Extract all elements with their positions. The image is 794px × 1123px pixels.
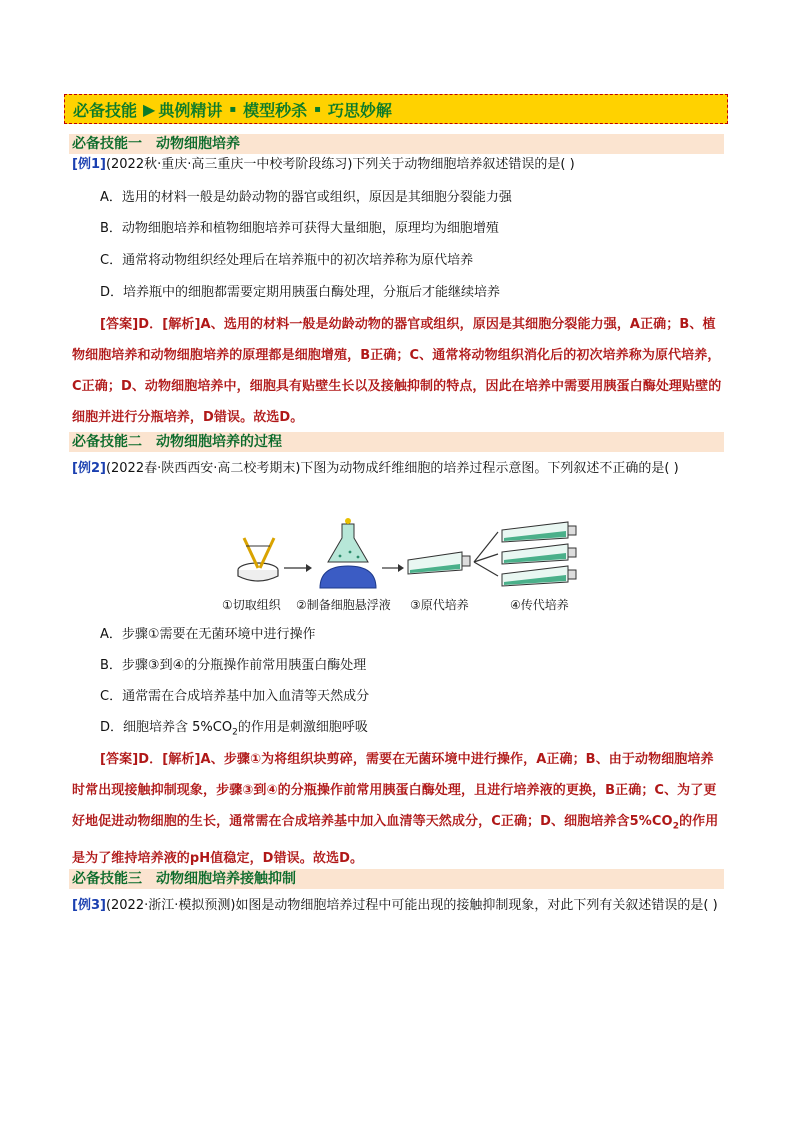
example-tag: [例1] [72,157,106,172]
section-heading-1 [69,134,724,154]
banner-dot-2: ▪ [314,103,321,115]
example-1-answer: [答案]D．[解析]A、选用的材料一般是幼龄动物的器官或组织，原因是其细胞分裂能力强，A正确；B、植物细胞培养和动物细胞培养的原理都是细胞增殖，B正确；C、通常将动物组织消化后的初次培养称为原代培养，C正确；D、动物细胞培养中，细胞具有贴壁生长以及接触抑制的特点，因此在培养中需要用胰蛋白酶处理贴壁的细胞并进行分瓶培养，D错误。故选D。 [72,317,722,425]
cell-culture-diagram [222,518,592,618]
option-d-text: D．细胞培养含 5%CO [100,720,233,735]
culture-process-illustration [222,518,592,594]
answer-text-end: 的作用是为了维持培养液的pH值稳定，D错误。故选D。 [72,814,719,866]
banner-item-models: 模型秒杀 [243,100,308,120]
section-number: 必备技能二 [72,434,142,450]
example-2-stem [72,456,724,482]
option-b: B．步骤③到④的分瓶操作前常用胰蛋白酶处理 [100,658,367,673]
subscript: 2 [672,821,680,832]
flask-icon [320,518,376,588]
option-d [100,719,368,742]
example-tag: [例2] [72,461,106,476]
primary-culture-bottle-icon [408,552,470,574]
figure-caption-3: ③原代培养 [410,598,469,612]
section-title: 动物细胞培养的过程 [156,434,282,450]
dish-scissors-icon [238,538,278,581]
question-text: (2022·浙江·模拟预测)如图是动物细胞培养过程中可能出现的接触抑制现象，对此下列有关叙述错误的是( ) [105,898,718,913]
answer-text: [答案]D．[解析]A、步骤①为将组织块剪碎，需要在无菌环境中进行操作，A正确；B、由于动物细胞培养时常出现接触抑制现象，步骤③到④的分瓶操作前常用胰蛋白酶处理，且进行培养液的更换，B正确；C、为了更好地促进动物细胞的生长，通常需在合成培养基中加入血清等天然成分，C正确；D、细胞培养含5%CO [72,752,717,829]
option-d: D．培养瓶中的细胞都需要定期用胰蛋白酶处理，分瓶后才能继续培养 [100,285,501,300]
example-1-stem [72,152,724,178]
skills-banner [64,94,728,124]
section-heading-3 [69,869,724,889]
option-a: A．选用的材料一般是幼龄动物的器官或组织，原因是其细胞分裂能力强 [100,190,512,205]
banner-dot-1: ▪ [229,103,237,115]
section-number: 必备技能一 [72,136,142,152]
play-arrow-icon: ▶ [143,99,156,119]
section-title: 动物细胞培养接触抑制 [156,871,296,887]
example-2-answer [72,744,724,874]
figure-caption-4: ④传代培养 [510,598,569,612]
section-number: 必备技能三 [72,871,142,887]
passage-culture-bottles-icon [502,522,576,586]
figure-caption-1: ①切取组织 [222,598,281,612]
option-b: B．动物细胞培养和植物细胞培养可获得大量细胞，原理均为细胞增殖 [100,221,499,236]
banner-item-tricks: 巧思妙解 [327,100,392,120]
arrow-icon [398,564,404,572]
option-a: A．步骤①需要在无菌环境中进行操作 [100,627,316,642]
example-tag: [例3] [72,898,106,913]
banner-item-examples: 典例精讲 [158,100,223,120]
option-c: C．通常需在合成培养基中加入血清等天然成分 [100,689,370,704]
subscript: 2 [232,727,238,738]
figure-caption-2: ②制备细胞悬浮液 [296,598,391,612]
option-c: C．通常将动物组织经处理后在培养瓶中的初次培养称为原代培养 [100,253,474,268]
question-text: (2022春·陕西西安·高二校考期末)下图为动物成纤维细胞的培养过程示意图。下列叙述不正确的是( ) [105,461,679,476]
option-d-text-end: 的作用是刺激细胞呼吸 [237,720,368,735]
banner-item-skills: 必备技能 [73,100,138,120]
question-text: (2022秋·重庆·高三重庆一中校考阶段练习)下列关于动物细胞培养叙述错误的是( ) [105,157,575,172]
section-heading-2 [69,432,724,452]
example-3-stem [72,893,724,919]
arrow-icon [306,564,312,572]
section-title: 动物细胞培养 [156,136,240,152]
